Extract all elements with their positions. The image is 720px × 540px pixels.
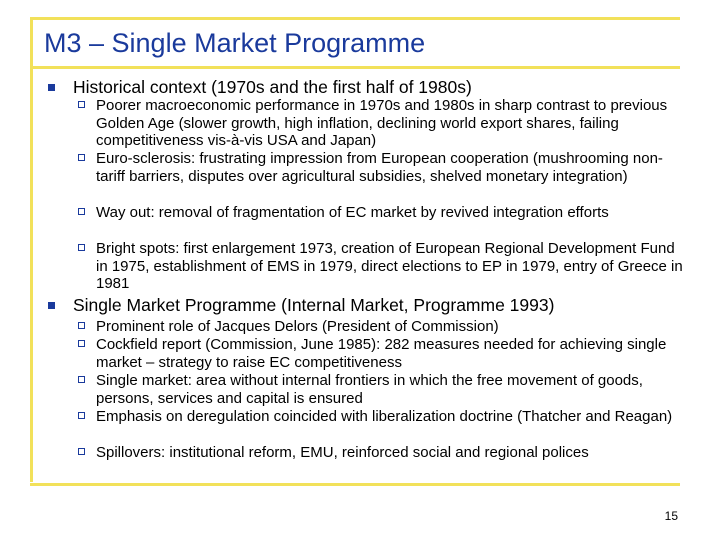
list-item: Poorer macroeconomic performance in 1970s and 1980s in sharp contrast to previous Golden Age (slower growth, high inflation, declining world export shares, failing competitiveness vis-à-vis USA and Japan) — [96, 97, 668, 149]
frame-left-rule — [30, 17, 33, 482]
list-item: Spillovers: institutional reform, EMU, reinforced social and regional polices — [96, 444, 589, 461]
list-item: Cockfield report (Commission, June 1985): 282 measures needed for achieving single market – strategy to raise EC competitiveness — [96, 336, 667, 371]
frame-top-rule — [30, 17, 680, 20]
list-item: Single market: area without internal frontiers in which the free movement of goods, persons, services and capital is ensured — [96, 372, 643, 407]
hollow-square-bullet-icon — [78, 412, 85, 419]
hollow-square-bullet-icon — [78, 448, 85, 455]
list-item: Emphasis on deregulation coincided with liberalization doctrine (Thatcher and Reagan) — [96, 408, 673, 425]
section-heading-historical-context: Historical context (1970s and the first half of 1980s) — [73, 77, 472, 97]
hollow-square-bullet-icon — [78, 376, 85, 383]
hollow-square-bullet-icon — [78, 340, 85, 347]
hollow-square-bullet-icon — [78, 154, 85, 161]
hollow-square-bullet-icon — [78, 244, 85, 251]
section-heading-single-market-programme: Single Market Programme (Internal Market, Programme 1993) — [73, 295, 555, 315]
hollow-square-bullet-icon — [78, 208, 85, 215]
hollow-square-bullet-icon — [78, 101, 85, 108]
list-item: Euro-sclerosis: frustrating impression from European cooperation (mushrooming non-tariff barriers, disputes over agricultural subsidies, shelved monetary integration) — [96, 150, 663, 185]
square-bullet-icon — [48, 84, 55, 91]
slide-title: M3 – Single Market Programme — [44, 28, 426, 58]
list-item: Bright spots: first enlargement 1973, creation of European Regional Development Fund in 1975, establishment of EMS in 1979, direct elections to EP in 1979, entry of Greece in 1981 — [96, 240, 683, 292]
list-item: Prominent role of Jacques Delors (President of Commission) — [96, 318, 499, 335]
bottom-rule — [30, 483, 680, 486]
hollow-square-bullet-icon — [78, 322, 85, 329]
page-number: 15 — [664, 509, 678, 523]
list-item: Way out: removal of fragmentation of EC market by revived integration efforts — [96, 204, 609, 221]
square-bullet-icon — [48, 302, 55, 309]
title-underline-rule — [30, 66, 680, 69]
